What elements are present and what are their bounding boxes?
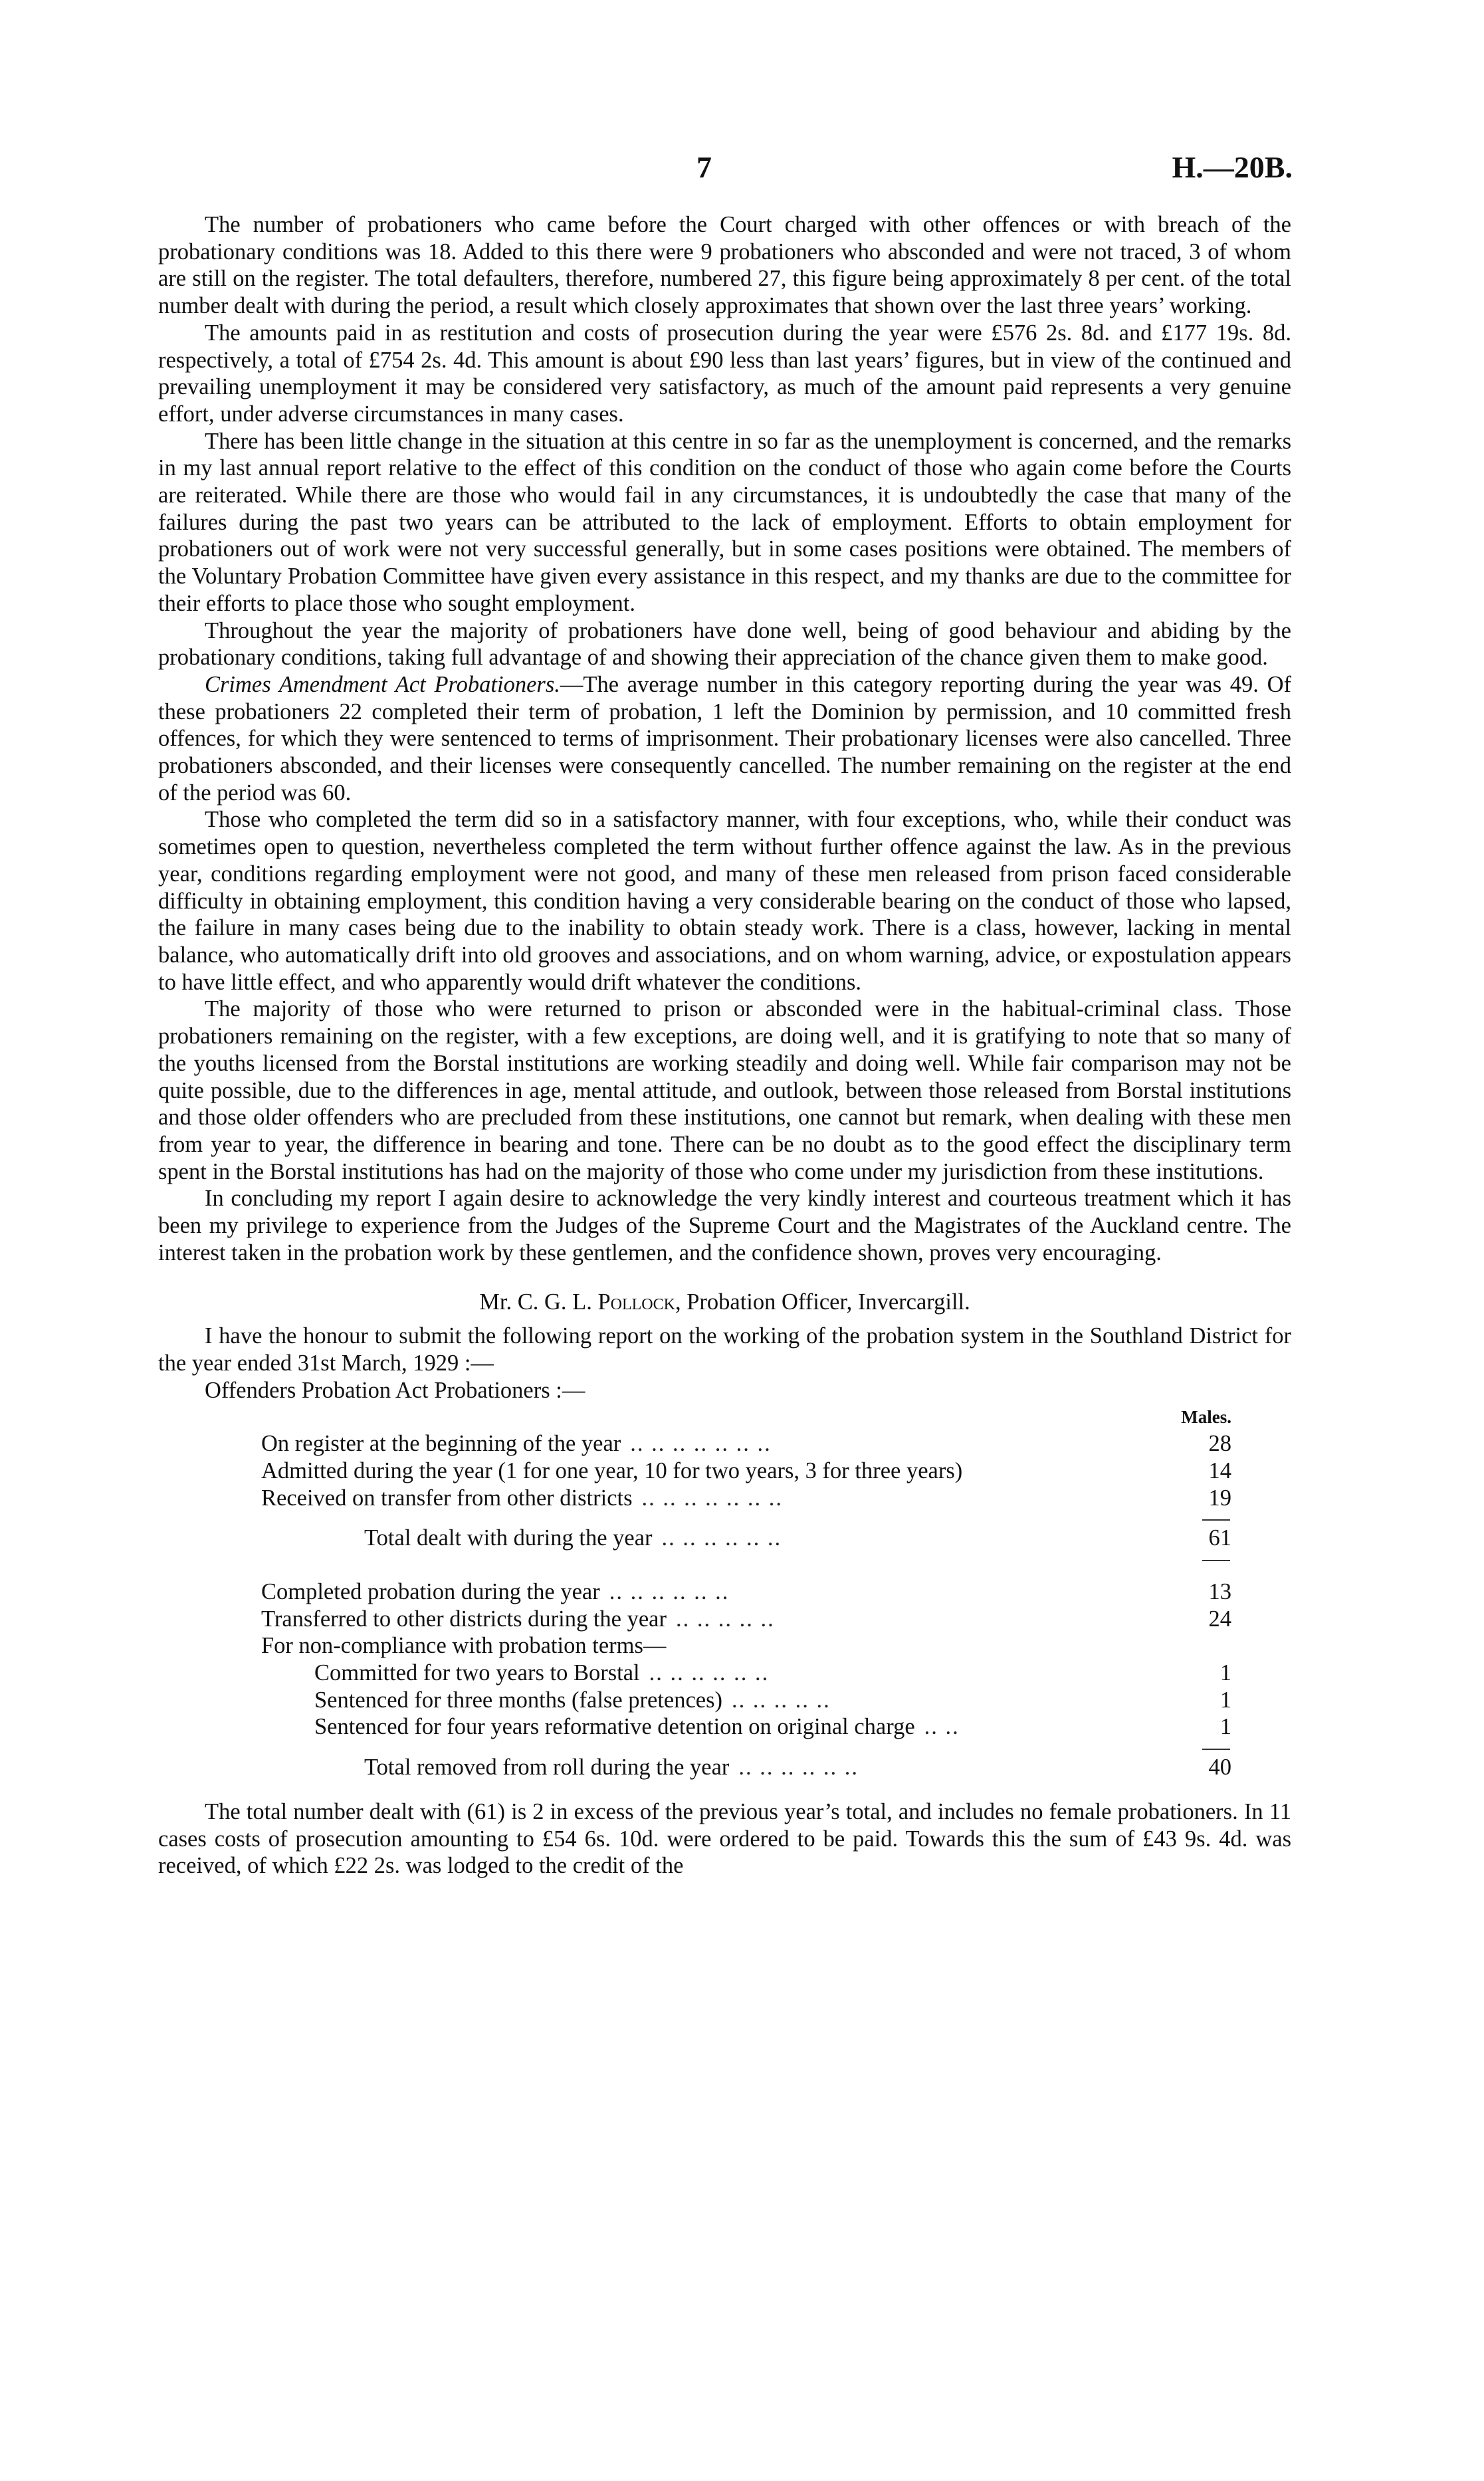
stat-row-borstal: Committed for two years to Borstal .. .. .. .. .. .. 1	[314, 1660, 1231, 1686]
stat-row-on-register: On register at the beginning of the year .. .. .. .. .. .. .. 28	[261, 1431, 1231, 1457]
paragraph-behaviour: Throughout the year the majority of probationers have done well, being of good behaviour and abiding by the probationary conditions, taking full advantage of and showing their appreciation of the chance given them to make good.	[158, 617, 1291, 671]
paragraph-concluding: In concluding my report I again desire to acknowledge the very kindly interest and courteous treatment which it has been my privilege to experience from the Judges of the Supreme Court and the Magistrates of the Auckland centre. The interest taken in the probation work by these gentlemen, and the confidence shown, proves very encouraging.	[158, 1186, 1291, 1265]
males-column-heading: Males.	[1181, 1407, 1231, 1428]
stat-row-transferred: Transferred to other districts during the year .. .. .. .. .. 24	[261, 1606, 1231, 1632]
paragraph-restitution: The amounts paid in as restitution and costs of prosecution during the year were £576 2s. 8d. and £177 19s. 8d. respectively, a total of £754 2s. 4d. This amount is about £90 less than last years’ figures, but in view of the continued and prevailing unemployment it may be considered very satisfactory, as much of the amount paid represents a very genuine effort, under adverse circumstances in many cases.	[158, 320, 1291, 427]
page-header	[0, 150, 1484, 189]
stat-row-completed: Completed probation during the year .. .. .. .. .. .. 13	[261, 1578, 1231, 1604]
page-number: 7	[696, 150, 712, 184]
crimes-amendment-text: —The average number in this category reporting during the year was 49. Of these probationers 22 completed their term of probation, 1 left the Dominion by permission, and 10 committed fresh offences, for which they were sentenced to terms of imprisonment. Their probationary licenses were also cancelled. Three probationers absconded, and their licenses were consequently cancelled. The number remaining on the register at the end of the period was 60.	[158, 671, 1291, 806]
subtotal-rule	[261, 1511, 1231, 1525]
document-reference: H.—20B.	[1172, 150, 1293, 184]
stat-row-admitted: Admitted during the year (1 for one year, 10 for two years, 3 for three years) 14	[261, 1457, 1231, 1483]
paragraph-closing: The total number dealt with (61) is 2 in excess of the previous year’s total, and includes no female probationers. In 11 cases costs of prosecution amounting to £54 6s. 10d. were ordered to be paid. Towards this the sum of £43 9s. 4d. was received, of which £22 2s. was lodged to the credit of the	[158, 1798, 1291, 1879]
officer-heading	[158, 1289, 1291, 1316]
stat-row-four-years: Sentenced for four years reformative detention on original charge .. .. 1	[314, 1714, 1231, 1740]
stat-row-three-months: Sentenced for three months (false pretences) .. .. .. .. .. 1	[314, 1687, 1231, 1713]
officer-prefix: Mr. C. G. L.	[479, 1289, 598, 1315]
stats-subheading: Offenders Probation Act Probationers :—	[205, 1377, 585, 1403]
paragraph-completed-term: Those who completed the term did so in a satisfactory manner, with four exceptions, who, while their conduct was sometimes open to question, nevertheless completed the term without further offence against the law. As in the previous year, conditions regarding employment were not good, and many of these men released from prison faced considerable difficulty in obtaining employment, this condition having a very considerable bearing on the conduct of those who lapsed, the failure in many cases being due to the inability to obtain steady work. There is a class, however, lacking in mental balance, who automatically drift into old grooves and associations, and on whom warning, advice, or expostulation appears to have little effect, and who apparently would drift whatever the conditions.	[158, 807, 1291, 995]
paragraph-crimes-amendment	[158, 671, 1291, 807]
stat-row-noncompliance-heading: For non-compliance with probation terms—	[261, 1633, 667, 1659]
stat-row-total-removed: Total removed from roll during the year .. .. .. .. .. .. 40	[364, 1755, 1231, 1780]
removed-rule	[261, 1741, 1231, 1754]
paragraph-unemployment: There has been little change in the situation at this centre in so far as the unemployment is concerned, and the remarks in my last annual report relative to the effect of this condition on the conduct of those who again come before the Courts are reiterated. While there are those who would fail in any circumstances, it is undoubtedly the case that many of the failures during the past two years can be attributed to the lack of employment. Efforts to obtain employment for probationers out of work were not very successful generally, but in some cases positions were obtained. The members of the Voluntary Probation Committee have given every assistance in this respect, and my thanks are due to the committee for their efforts to place those who sought employment.	[158, 428, 1291, 616]
stat-row-total-dealt: Total dealt with during the year .. .. .. .. .. .. 61	[364, 1525, 1231, 1551]
officer-suffix: , Probation Officer, Invercargill.	[675, 1289, 970, 1315]
total-rule	[261, 1552, 1231, 1565]
paragraph-intro: I have the honour to submit the following report on the working of the probation system in the Southland District for the year ended 31st March, 1929 :—	[158, 1323, 1291, 1376]
paragraph-defaulters: The number of probationers who came before the Court charged with other offences or with breach of the probationary conditions was 18. Added to this there were 9 probationers who absconded and were not traced, 3 of whom are still on the register. The total defaulters, therefore, numbered 27, this figure being approximately 8 per cent. of the total number dealt with during the period, a result which closely approximates that shown over the last three years’ working.	[158, 212, 1291, 319]
probation-statistics	[261, 1404, 1231, 1781]
paragraph-habitual-criminal: The majority of those who were returned to prison or absconded were in the habitual-criminal class. Those probationers remaining on the register, with a few exceptions, are doing well, and it is gratifying to note that so many of the youths licensed from the Borstal institutions are working steadily and doing well. While fair comparison may not be quite possible, due to the differences in age, mental attitude, and outlook, between those released from Borstal institutions and those older offenders who are precluded from these institutions, one cannot but remark, when dealing with these men from year to year, the difference in bearing and tone. There can be no doubt as to the good effect the disciplinary term spent in the Borstal institutions has had on the majority of those who come under my jurisdiction from these institutions.	[158, 996, 1291, 1184]
report-body	[158, 211, 1291, 1880]
officer-name: Pollock	[597, 1289, 675, 1315]
stat-row-received: Received on transfer from other districts .. .. .. .. .. .. .. 19	[261, 1485, 1231, 1511]
crimes-amendment-heading: Crimes Amendment Act Probationers.	[205, 671, 560, 697]
